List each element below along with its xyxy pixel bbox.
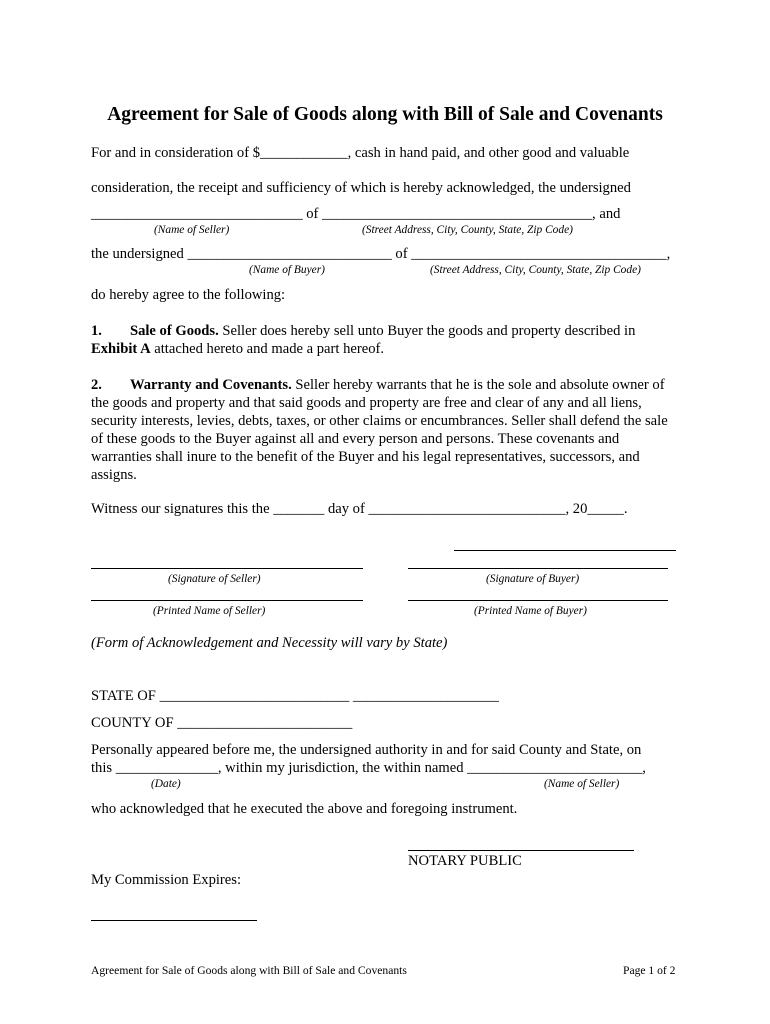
appeared-line-2: this ______________, within my jurisdiction, the within named ________________________, — [91, 760, 646, 776]
section-1-text-b: attached hereto and made a part hereof. — [150, 341, 384, 357]
section-warranty-covenants — [91, 376, 683, 484]
county-of-line: COUNTY OF ________________________ — [91, 715, 353, 731]
buyer-signature-line — [408, 568, 668, 569]
section-2-number: 2. — [91, 377, 102, 393]
section-2-heading: Warranty and Covenants. — [129, 377, 292, 393]
caption-date: (Date) — [151, 778, 181, 790]
caption-name-of-seller-notary: (Name of Seller) — [544, 778, 620, 790]
buyer-printed-name-line — [408, 600, 668, 601]
caption-name-of-seller: (Name of Seller) — [154, 224, 230, 236]
witness-line: Witness our signatures this the _______ day of ___________________________, 20_____. — [91, 501, 628, 517]
commission-expires-line — [91, 920, 257, 921]
caption-printed-name-of-seller: (Printed Name of Seller) — [153, 605, 266, 617]
caption-signature-of-seller: (Signature of Seller) — [168, 573, 261, 585]
section-2-text: Seller hereby warrants that he is the sole and absolute owner of the goods and property and that said goods and property are free and clear of any and all liens, security interests, levies, debts, taxes, or other claims or encumbrances. Seller shall defend the sale of these goods to the Buyer against all and every person and persons. These covenants and warranties shall inure to the benefit of the Buyer and his legal representatives, successors, and assigns. — [91, 377, 668, 483]
intro-line-5: do hereby agree to the following: — [91, 287, 286, 303]
document-title: Agreement for Sale of Goods along with Bill of Sale and Covenants — [107, 104, 663, 125]
notary-signature-line — [408, 850, 634, 851]
intro-line-2: consideration, the receipt and sufficiency of which is hereby acknowledged, the undersigned — [91, 180, 631, 196]
footer-page-number: Page 1 of 2 — [623, 964, 676, 977]
notary-public-label: NOTARY PUBLIC — [408, 853, 522, 869]
seller-printed-name-line — [91, 600, 363, 601]
state-of-line: STATE OF __________________________ ____________________ — [91, 688, 499, 704]
form-note: (Form of Acknowledgement and Necessity will vary by State) — [91, 635, 448, 651]
caption-name-of-buyer: (Name of Buyer) — [249, 264, 325, 276]
intro-line-4: the undersigned ____________________________ of ___________________________________, — [91, 246, 671, 262]
footer-title: Agreement for Sale of Goods along with Bill of Sale and Covenants — [91, 964, 407, 977]
extra-signature-line — [454, 550, 676, 551]
commission-expires-label: My Commission Expires: — [91, 872, 241, 888]
caption-seller-address: (Street Address, City, County, State, Zip Code) — [362, 224, 573, 236]
intro-line-1: For and in consideration of $____________, cash in hand paid, and other good and valuable — [91, 145, 630, 161]
acknowledged-line: who acknowledged that he executed the above and foregoing instrument. — [91, 801, 518, 817]
appeared-line-1: Personally appeared before me, the undersigned authority in and for said County and State, on — [91, 742, 642, 758]
section-1-number: 1. — [91, 323, 102, 339]
intro-line-3: _____________________________ of _____________________________________, and — [91, 206, 621, 222]
seller-signature-line — [91, 568, 363, 569]
section-1-text-a: Seller does hereby sell unto Buyer the goods and property described in — [218, 323, 636, 339]
exhibit-a-label: Exhibit A — [91, 341, 151, 357]
section-1-heading: Sale of Goods. — [129, 323, 219, 339]
caption-signature-of-buyer: (Signature of Buyer) — [486, 573, 580, 585]
section-sale-of-goods — [91, 322, 681, 358]
caption-buyer-address: (Street Address, City, County, State, Zip Code) — [430, 264, 641, 276]
caption-printed-name-of-buyer: (Printed Name of Buyer) — [474, 605, 587, 617]
